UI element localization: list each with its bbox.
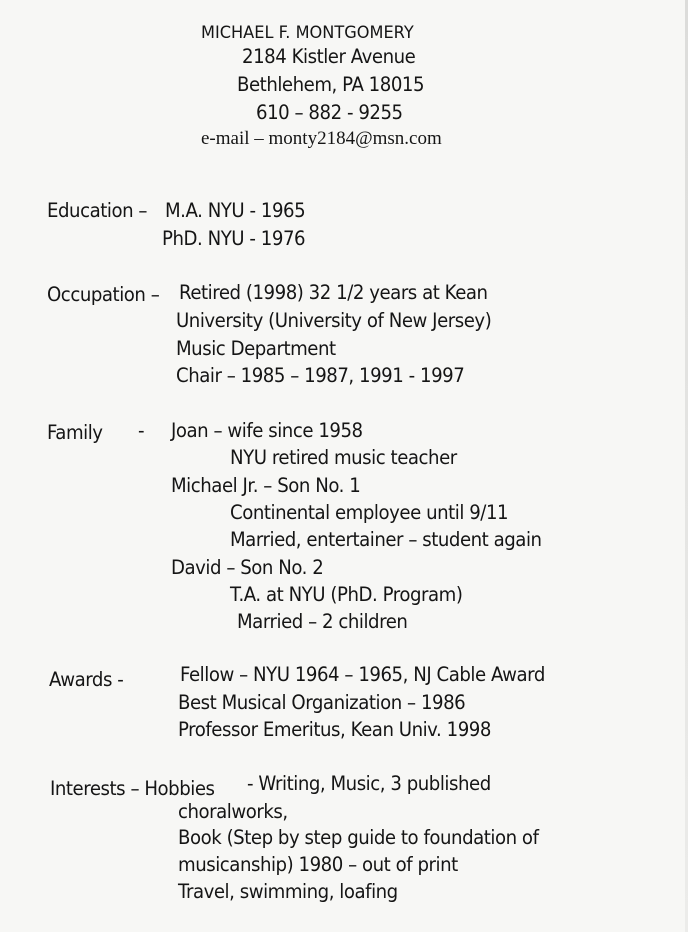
occupation-line: Music Department xyxy=(176,337,336,360)
family-line: Married – 2 children xyxy=(237,610,408,633)
family-line: Married, entertainer – student again xyxy=(230,528,542,551)
interests-line: - Writing, Music, 3 published xyxy=(247,772,491,795)
education-line: M.A. NYU - 1965 xyxy=(165,199,306,222)
header-name: MICHAEL F. MONTGOMERY xyxy=(201,23,414,42)
interests-label: Interests – Hobbies xyxy=(50,777,215,800)
header-city: Bethlehem, PA 18015 xyxy=(237,73,425,96)
family-line: Continental employee until 9/11 xyxy=(230,501,509,524)
interests-line: Book (Step by step guide to foundation of xyxy=(178,826,539,849)
interests-line: Travel, swimming, loafing xyxy=(178,880,398,903)
education-line: PhD. NYU - 1976 xyxy=(162,227,306,250)
interests-line: choralworks, xyxy=(178,800,288,823)
occupation-line: Chair – 1985 – 1987, 1991 - 1997 xyxy=(176,364,465,387)
family-line: David – Son No. 2 xyxy=(171,556,324,579)
family-label: Family xyxy=(47,421,103,444)
family-dash: - xyxy=(138,419,145,442)
occupation-line: Retired (1998) 32 1/2 years at Kean xyxy=(179,281,488,304)
header-email: e-mail – monty2184@msn.com xyxy=(201,128,442,149)
family-line: T.A. at NYU (PhD. Program) xyxy=(230,583,463,606)
family-line: NYU retired music teacher xyxy=(230,446,457,469)
education-label: Education – xyxy=(47,199,148,222)
occupation-label: Occupation – xyxy=(47,283,160,306)
awards-label: Awards - xyxy=(49,668,124,691)
family-line: Joan – wife since 1958 xyxy=(171,419,363,442)
family-line: Michael Jr. – Son No. 1 xyxy=(171,474,361,497)
interests-line: musicanship) 1980 – out of print xyxy=(178,853,458,876)
header-phone: 610 – 882 - 9255 xyxy=(256,101,403,124)
awards-line: Best Musical Organization – 1986 xyxy=(178,691,466,714)
occupation-line: University (University of New Jersey) xyxy=(176,309,492,332)
awards-line: Professor Emeritus, Kean Univ. 1998 xyxy=(178,718,491,741)
header-street: 2184 Kistler Avenue xyxy=(242,45,416,68)
awards-line: Fellow – NYU 1964 – 1965, NJ Cable Award xyxy=(180,663,545,686)
